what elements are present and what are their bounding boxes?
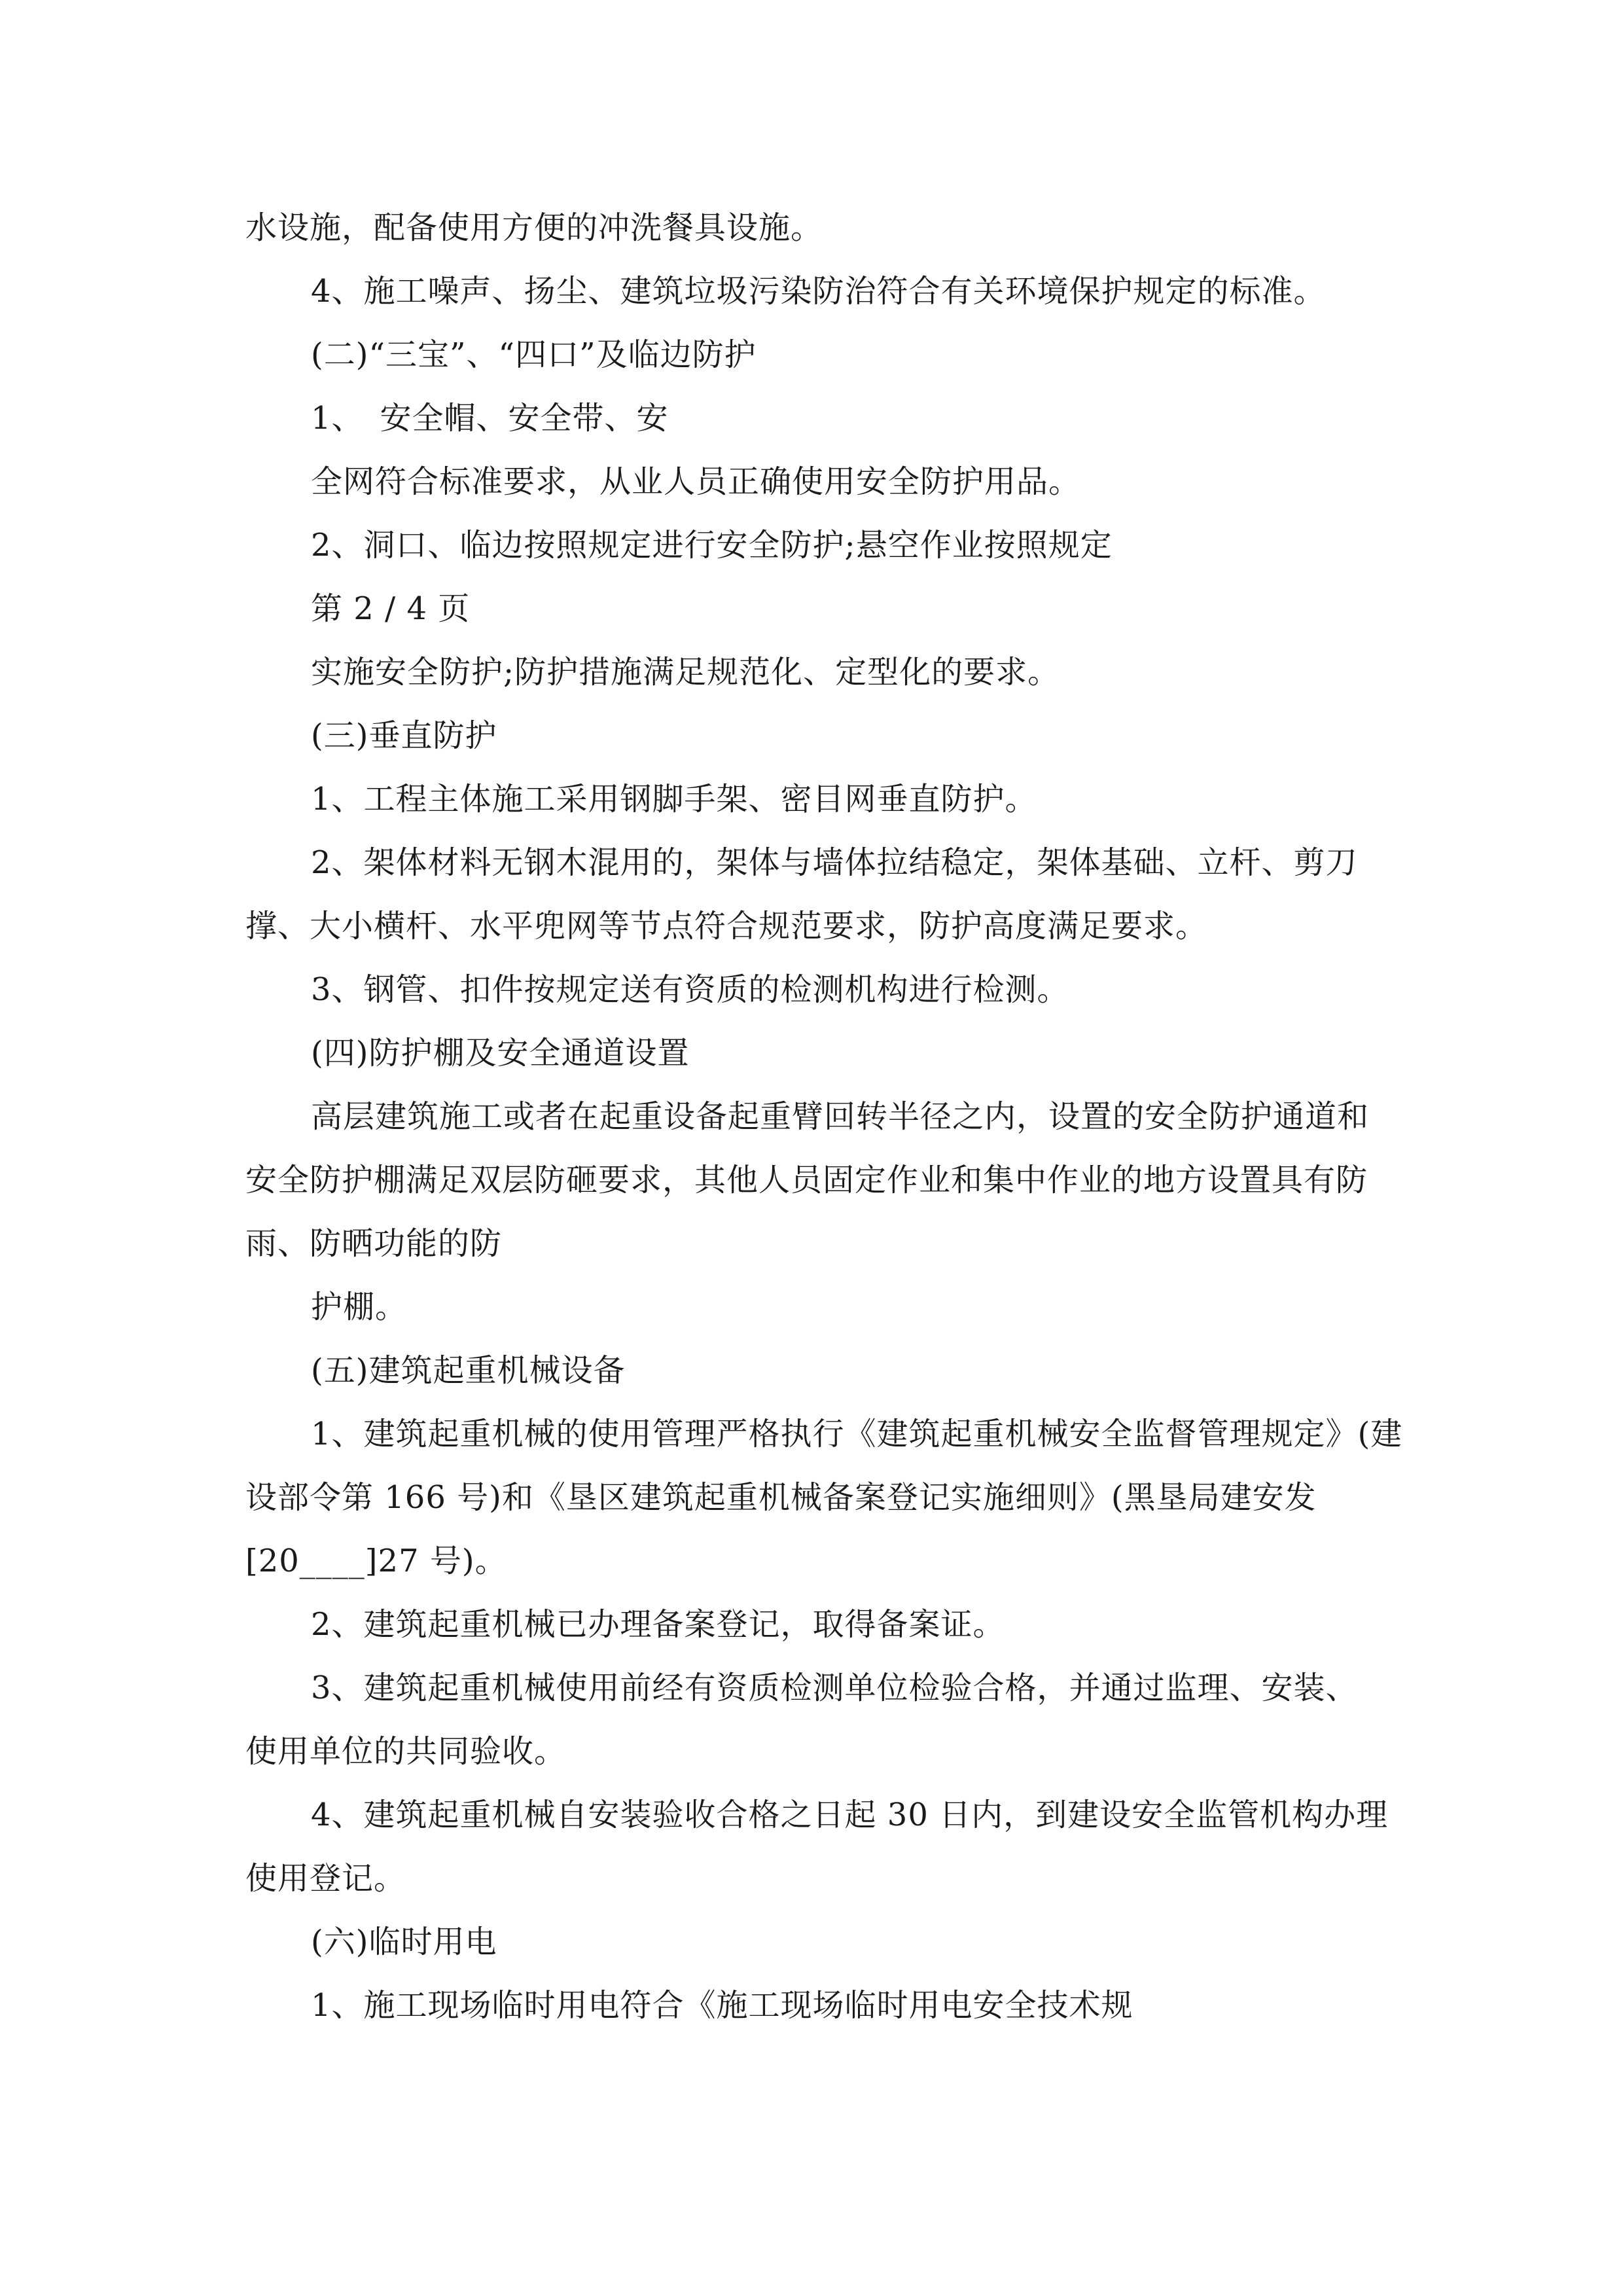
text-line: 使用单位的共同验收。 [245, 1733, 567, 1770]
text-line: 设部令第 166 号)和《垦区建筑起重机械备案登记实施细则》(黑垦局建安发 [245, 1479, 1317, 1516]
section-heading: (六)临时用电 [311, 1924, 497, 1960]
text-line: 3、建筑起重机械使用前经有资质检测单位检验合格，并通过监理、安装、 [311, 1670, 1358, 1706]
section-heading: (三)垂直防护 [311, 717, 497, 754]
text-line: 2、架体材料无钢木混用的，架体与墙体拉结稳定，架体基础、立杆、剪刀 [311, 844, 1358, 881]
text-line: 护棚。 [311, 1289, 408, 1325]
text-line: 1、工程主体施工采用钢脚手架、密目网垂直防护。 [311, 781, 1037, 817]
text-line: 1、建筑起重机械的使用管理严格执行《建筑起重机械安全监督管理规定》(建 [311, 1416, 1403, 1452]
text-line: [20____]27 号)。 [245, 1543, 507, 1579]
section-heading: (四)防护棚及安全通道设置 [311, 1035, 690, 1071]
text-line: 1、 安全帽、安全带、安 [311, 400, 669, 437]
section-heading: (二)“三宝”、“四口”及临边防护 [311, 336, 757, 373]
text-line: 3、钢管、扣件按规定送有资质的检测机构进行检测。 [311, 971, 1069, 1008]
text-line: 实施安全防护;防护措施满足规范化、定型化的要求。 [311, 654, 1060, 691]
section-heading: (五)建筑起重机械设备 [311, 1352, 626, 1389]
text-line: 使用登记。 [245, 1860, 406, 1897]
text-line: 4、施工噪声、扬尘、建筑垃圾污染防治符合有关环境保护规定的标准。 [311, 273, 1326, 310]
text-line: 雨、防晒功能的防 [245, 1225, 503, 1262]
text-line: 高层建筑施工或者在起重设备起重臂回转半径之内，设置的安全防护通道和 [311, 1098, 1370, 1135]
text-line: 安全防护棚满足双层防砸要求，其他人员固定作业和集中作业的地方设置具有防 [245, 1162, 1368, 1198]
text-line: 2、建筑起重机械已办理备案登记，取得备案证。 [311, 1606, 1005, 1643]
text-line: 1、施工现场临时用电符合《施工现场临时用电安全技术规 [311, 1987, 1133, 2024]
text-line: 4、建筑起重机械自安装验收合格之日起 30 日内，到建设安全监管机构办理 [311, 1797, 1389, 1833]
text-line: 全网符合标准要求，从业人员正确使用安全防护用品。 [311, 463, 1081, 500]
text-line: 水设施，配备使用方便的冲洗餐具设施。 [245, 209, 823, 246]
text-line: 2、洞口、临边按照规定进行安全防护;悬空作业按照规定 [311, 527, 1113, 564]
text-line: 撑、大小横杆、水平兜网等节点符合规范要求，防护高度满足要求。 [245, 908, 1208, 944]
page-number: 第 2 / 4 页 [311, 590, 471, 627]
